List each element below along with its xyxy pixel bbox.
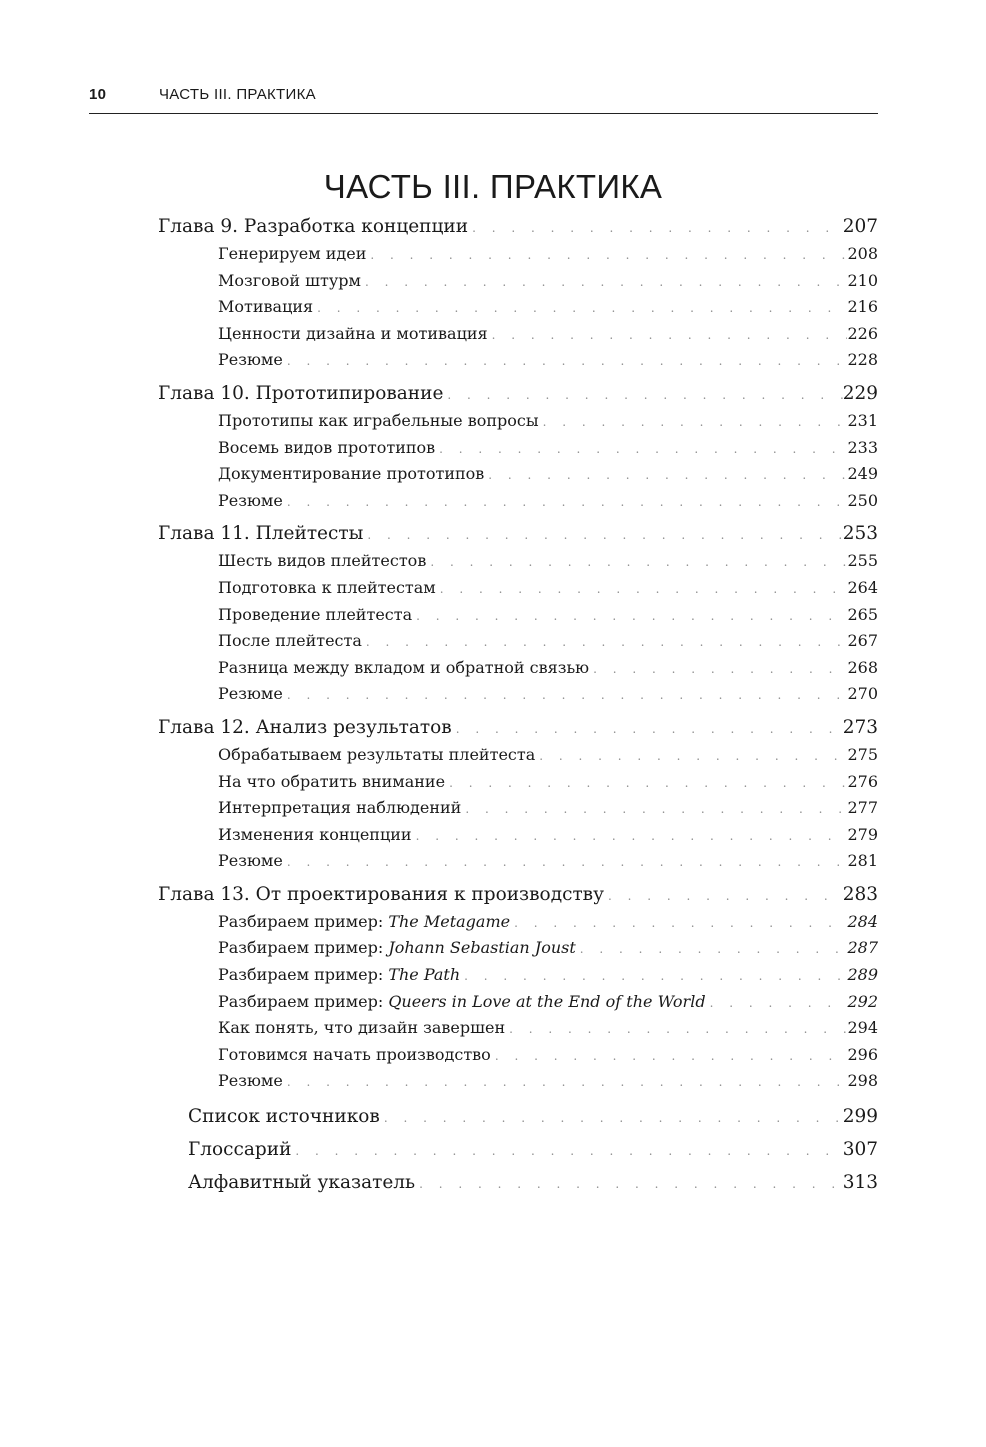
dot-leader	[491, 1043, 848, 1070]
back-matter-page: 307	[842, 1139, 878, 1161]
toc-section-entry[interactable]	[158, 989, 878, 1016]
chapter-page: 283	[842, 883, 878, 905]
dot-leader	[283, 682, 848, 709]
chapter-page: 273	[842, 716, 878, 738]
section-page: 231	[847, 410, 878, 430]
case-study-prefix: Разбираем пример:	[218, 965, 389, 985]
dot-leader	[604, 882, 843, 911]
dot-leader	[452, 715, 843, 744]
section-title: Резюме	[218, 490, 283, 510]
toc-section-entry[interactable]	[158, 909, 878, 936]
section-page: 250	[847, 490, 878, 510]
toc-section-entry[interactable]	[158, 575, 878, 602]
section-page: 298	[847, 1071, 878, 1091]
chapter-title: Глава 13. От проектирования к производству	[158, 883, 604, 905]
toc-section-entry[interactable]	[158, 769, 878, 796]
chapter-title: Глава 9. Разработка концепции	[158, 216, 469, 237]
toc-back-matter-entry[interactable]	[158, 1133, 878, 1166]
toc-section-entry[interactable]	[158, 548, 878, 575]
toc-back-matter-entry[interactable]	[158, 1100, 878, 1133]
section-page: 275	[847, 744, 878, 764]
toc-chapter	[158, 713, 878, 875]
toc-section-entry[interactable]	[158, 347, 878, 374]
back-matter-page: 299	[842, 1106, 878, 1128]
section-title: Восемь видов прототипов	[218, 437, 436, 457]
section-page: 270	[847, 684, 878, 704]
toc-chapter-entry[interactable]	[158, 519, 878, 548]
section-title: Подготовка к плейтестам	[218, 577, 436, 597]
section-page: 210	[847, 270, 878, 290]
case-study-prefix: Разбираем пример:	[218, 911, 389, 931]
section-title	[218, 909, 510, 936]
dot-leader	[460, 963, 847, 990]
dot-leader	[443, 381, 842, 410]
toc-section-entry[interactable]	[158, 241, 878, 268]
dot-leader	[468, 214, 843, 243]
chapter-page: 207	[842, 216, 878, 237]
section-page: 279	[847, 824, 878, 844]
toc-section-entry[interactable]	[158, 681, 878, 708]
toc-section-entry[interactable]	[158, 1068, 878, 1095]
section-title: Мозговой штурм	[218, 270, 361, 290]
part-title: ЧАСТЬ III. ПРАКТИКА	[323, 168, 663, 205]
toc-chapter	[158, 880, 878, 1095]
section-page: 264	[847, 577, 878, 597]
section-title: Мотивация	[218, 297, 314, 317]
section-page: 268	[847, 657, 878, 677]
section-page: 208	[847, 244, 878, 263]
dot-leader	[366, 242, 847, 269]
dot-leader	[283, 348, 848, 375]
toc-section-entry[interactable]	[158, 655, 878, 682]
toc-section-entry[interactable]	[158, 1042, 878, 1069]
work-title: The Path	[388, 965, 461, 985]
toc-chapter	[158, 212, 878, 374]
section-page: 276	[847, 771, 878, 791]
dot-leader	[435, 436, 847, 463]
dot-leader	[510, 910, 847, 937]
section-title: Резюме	[218, 1071, 283, 1091]
dot-leader	[445, 770, 847, 797]
section-title: Готовимся начать производство	[218, 1044, 491, 1064]
toc-section-entry[interactable]	[158, 628, 878, 655]
dot-leader	[363, 521, 842, 550]
dot-leader	[589, 656, 847, 683]
dot-leader	[535, 743, 847, 770]
chapter-title: Глава 12. Анализ результатов	[158, 716, 452, 738]
table-of-contents	[158, 212, 878, 1199]
section-title	[218, 962, 460, 989]
section-page: 284	[847, 911, 878, 931]
section-title: Обрабатываем результаты плейтеста	[218, 744, 536, 764]
toc-section-entry[interactable]	[158, 935, 878, 962]
toc-chapter-entry[interactable]	[158, 212, 878, 241]
section-title: Проведение плейтеста	[218, 604, 413, 624]
back-matter-title: Список источников	[188, 1106, 380, 1128]
toc-section-entry[interactable]	[158, 488, 878, 515]
dot-leader	[576, 936, 848, 963]
chapter-page: 229	[842, 382, 878, 404]
section-title: Документирование прототипов	[218, 464, 485, 484]
dot-leader	[380, 1102, 843, 1135]
dot-leader	[313, 295, 847, 322]
toc-section-entry[interactable]	[158, 602, 878, 629]
toc-section-entry[interactable]	[158, 795, 878, 822]
dot-leader	[283, 849, 848, 876]
toc-section-entry[interactable]	[158, 822, 878, 849]
back-matter-title: Глоссарий	[188, 1139, 292, 1161]
toc-chapter-entry[interactable]	[158, 880, 878, 909]
dot-leader	[362, 629, 848, 656]
section-title: Разница между вкладом и обратной связью	[218, 657, 590, 677]
chapter-title: Глава 10. Прототипирование	[158, 382, 444, 404]
section-title: Прототипы как играбельные вопросы	[218, 410, 539, 430]
section-title: Генерируем идеи	[218, 244, 367, 263]
work-title: Johann Sebastian Joust	[388, 938, 576, 958]
section-title: Как понять, что дизайн завершен	[218, 1018, 506, 1038]
section-title: Резюме	[218, 350, 283, 370]
work-title: The Metagame	[388, 911, 511, 931]
toc-section-entry[interactable]	[158, 742, 878, 769]
section-title: Резюме	[218, 684, 283, 704]
section-page: 249	[847, 464, 878, 484]
work-title: Queers in Love at the End of the World	[388, 991, 706, 1011]
section-title	[218, 935, 576, 962]
toc-chapter-entry[interactable]	[158, 713, 878, 742]
toc-section-entry[interactable]	[158, 408, 878, 435]
toc-section-entry[interactable]	[158, 321, 878, 348]
toc-section-entry[interactable]	[158, 1015, 878, 1042]
dot-leader	[283, 489, 848, 516]
section-page: 216	[847, 297, 878, 317]
section-title: Ценности дизайна и мотивация	[218, 323, 488, 343]
dot-leader	[505, 1016, 847, 1043]
dot-leader	[412, 603, 847, 630]
chapter-title: Глава 11. Плейтесты	[158, 523, 364, 545]
section-page: 292	[847, 991, 878, 1011]
running-header	[89, 84, 878, 114]
section-page: 228	[847, 350, 878, 370]
toc-chapter	[158, 519, 878, 708]
section-page: 277	[847, 798, 878, 818]
toc-back-matter-entry[interactable]	[158, 1166, 878, 1199]
back-matter-page: 313	[842, 1172, 878, 1194]
section-page: 289	[847, 965, 878, 985]
section-title: Резюме	[218, 851, 283, 871]
toc-section-entry[interactable]	[158, 461, 878, 488]
section-page: 296	[847, 1044, 878, 1064]
dot-leader	[461, 796, 847, 823]
dot-leader	[361, 269, 847, 296]
dot-leader	[484, 462, 847, 489]
section-page: 265	[847, 604, 878, 624]
section-page: 226	[847, 323, 878, 343]
toc-section-entry[interactable]	[158, 268, 878, 295]
toc-section-entry[interactable]	[158, 848, 878, 875]
case-study-prefix: Разбираем пример:	[218, 938, 389, 958]
chapter-page: 253	[842, 523, 878, 545]
section-page: 294	[847, 1018, 878, 1038]
page-number: 10	[89, 86, 107, 103]
toc-section-entry[interactable]	[158, 435, 878, 462]
section-title: На что обратить внимание	[218, 771, 446, 791]
toc-section-entry[interactable]	[158, 294, 878, 321]
section-page: 287	[847, 938, 878, 958]
running-title: ЧАСТЬ III. ПРАКТИКА	[159, 86, 316, 103]
section-title	[218, 989, 706, 1016]
dot-leader	[412, 823, 848, 850]
dot-leader	[539, 409, 848, 436]
toc-chapter-entry[interactable]	[158, 379, 878, 408]
case-study-prefix: Разбираем пример:	[218, 991, 389, 1011]
section-title: Изменения концепции	[218, 824, 412, 844]
dot-leader	[706, 990, 848, 1017]
section-title: Шесть видов плейтестов	[218, 551, 427, 571]
back-matter-title: Алфавитный указатель	[188, 1172, 416, 1194]
dot-leader	[436, 576, 848, 603]
section-title: После плейтеста	[218, 631, 362, 651]
section-page: 233	[847, 437, 878, 457]
toc-chapter	[158, 379, 878, 514]
dot-leader	[291, 1135, 842, 1168]
dot-leader	[415, 1168, 843, 1201]
section-page: 267	[847, 631, 878, 651]
dot-leader	[426, 549, 847, 576]
dot-leader	[488, 322, 848, 349]
toc-section-entry[interactable]	[158, 962, 878, 989]
section-page: 281	[847, 851, 878, 871]
section-title: Интерпретация наблюдений	[218, 798, 462, 818]
dot-leader	[283, 1069, 848, 1096]
section-page: 255	[847, 551, 878, 571]
